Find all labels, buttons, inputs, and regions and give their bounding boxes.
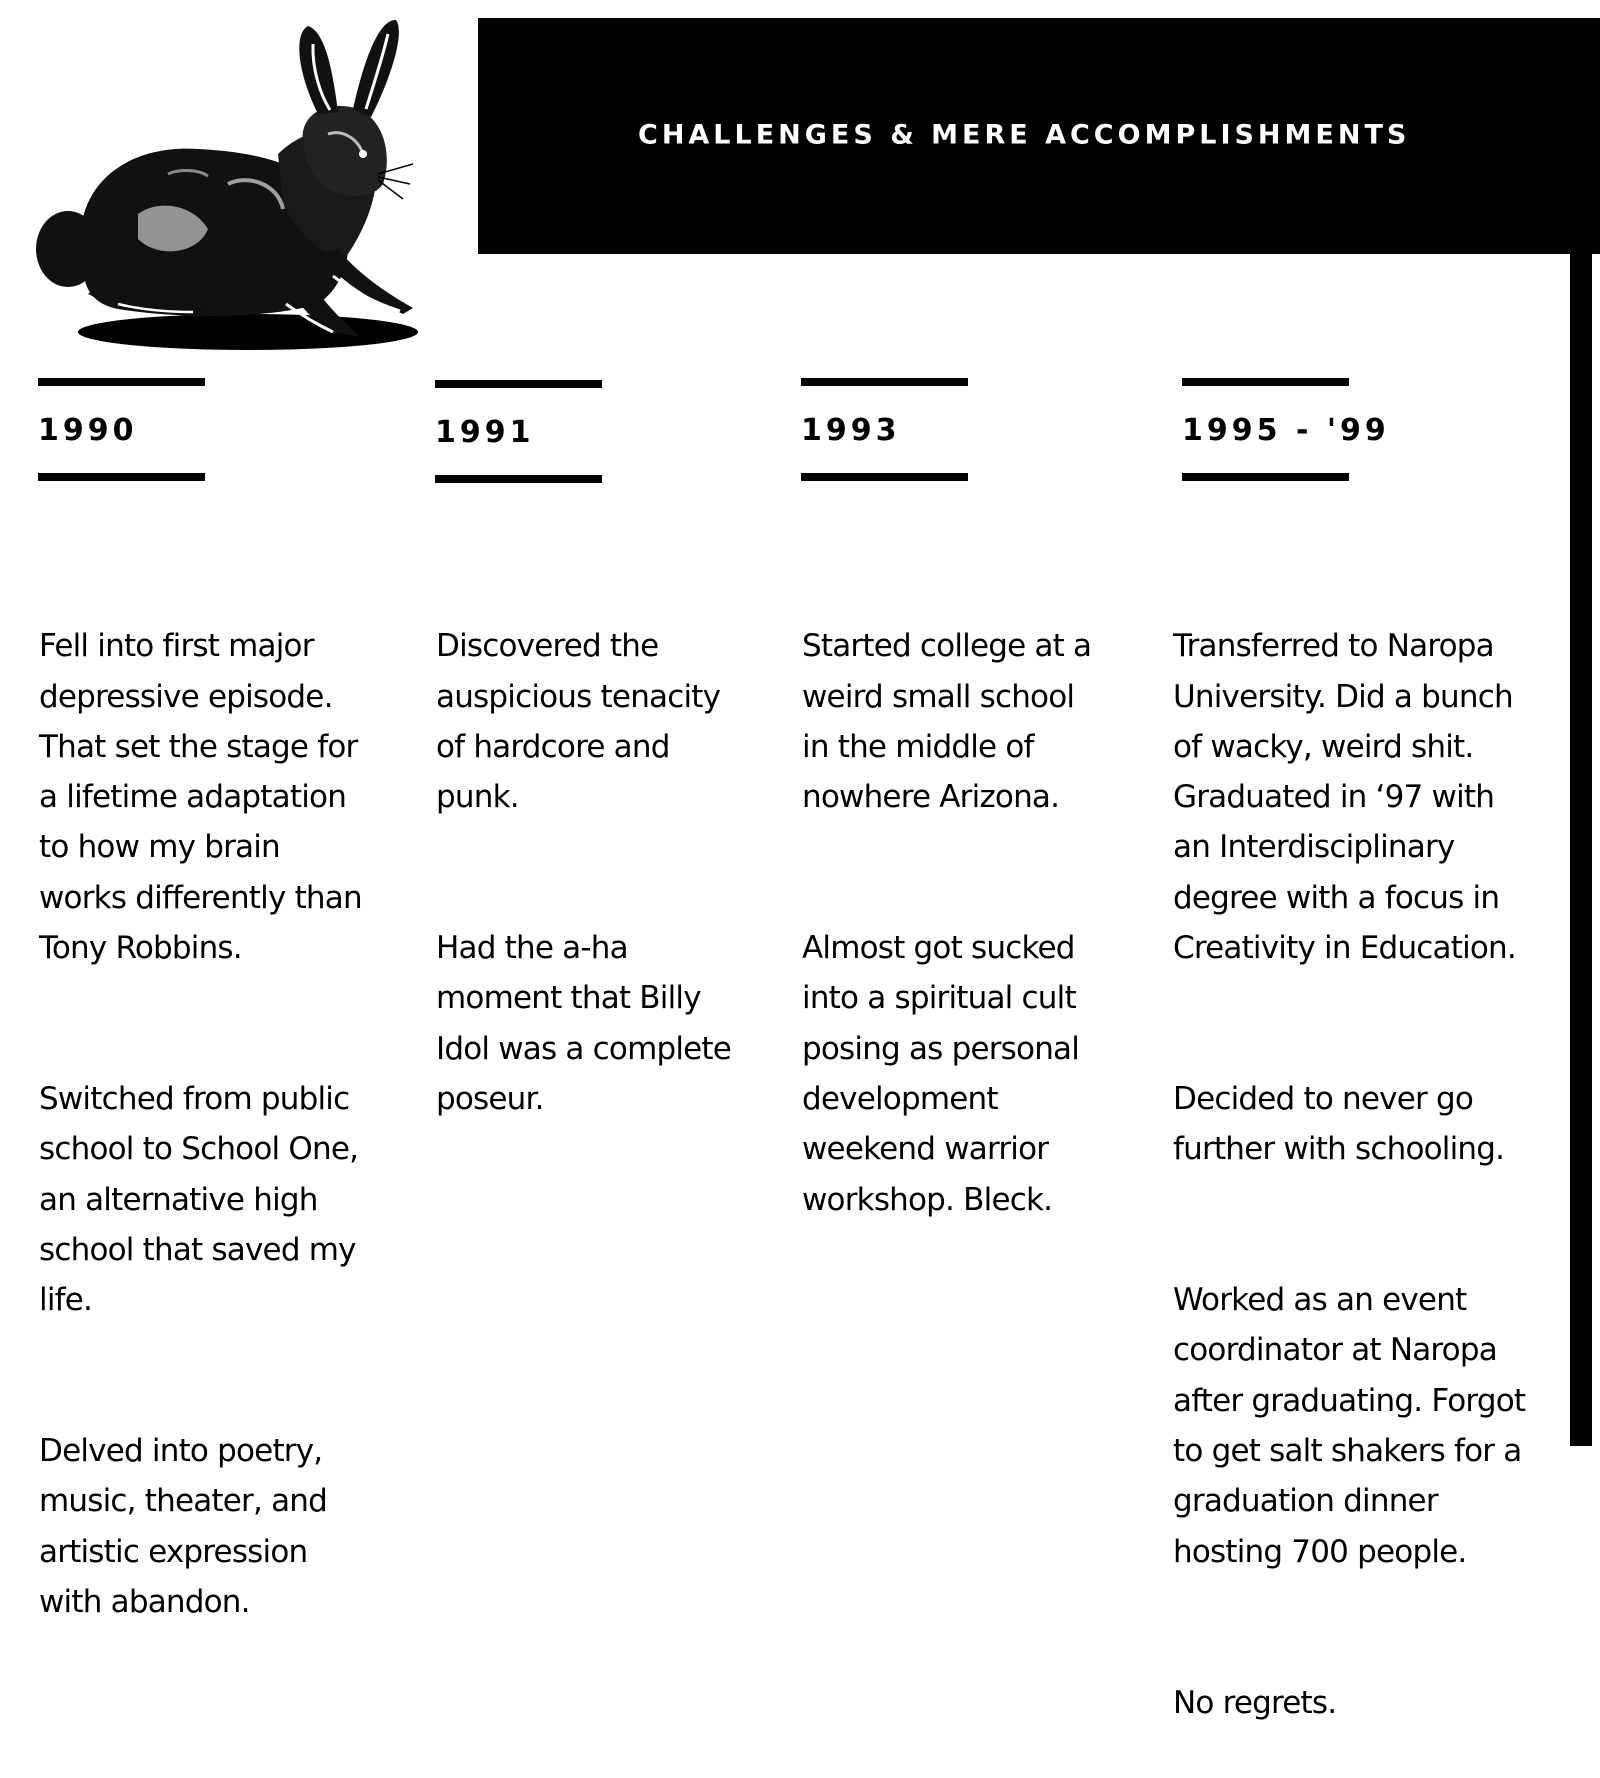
year-rule-bottom: [801, 473, 968, 481]
rabbit-illustration: [28, 14, 438, 364]
year-label: 1990: [38, 413, 138, 448]
year-label: 1991: [435, 415, 535, 450]
timeline-paragraph: Worked as an event coordinator at Naropa after graduating. Forgot to get salt shakers for a graduation dinner hosting 700 people.: [1173, 1282, 1526, 1570]
timeline-paragraph: Started college at a weird small school in the middle of nowhere Arizona.: [802, 628, 1092, 816]
timeline-column: [802, 571, 1142, 1275]
year-rule-top: [1182, 378, 1349, 386]
timeline-paragraph: Switched from public school to School One, an alternative high school that saved my life.: [39, 1080, 359, 1319]
year-rule-top: [38, 378, 205, 386]
timeline-paragraph: Almost got sucked into a spiritual cult posing as personal development weekend warrior workshop. Bleck.: [802, 930, 1080, 1218]
timeline-paragraph: Had the a-ha moment that Billy Idol was a complete poseur.: [436, 930, 732, 1117]
year-rule-bottom: [1182, 473, 1349, 481]
timeline-paragraph: Delved into poetry, music, theater, and artistic expression with abandon.: [39, 1433, 328, 1620]
timeline-column: [39, 571, 384, 1678]
page-title: CHALLENGES & MERE ACCOMPLISHMENTS: [638, 119, 1411, 151]
timeline-paragraph: Fell into first major depressive episode. That set the stage for a lifetime adaptation to how my brain works differently than Tony Robbins.: [39, 628, 362, 967]
timeline-column: [1173, 571, 1563, 1778]
year-rule-bottom: [38, 473, 205, 481]
year-rule-top: [801, 378, 968, 386]
year-label: 1993: [801, 413, 901, 448]
timeline-column: [436, 571, 766, 1175]
year-rule-bottom: [435, 475, 602, 483]
header-banner: [478, 18, 1600, 254]
timeline-paragraph: No regrets.: [1173, 1684, 1337, 1721]
timeline-paragraph: Discovered the auspicious tenacity of hardcore and punk.: [436, 628, 721, 816]
timeline-paragraph: Decided to never go further with schooling.: [1173, 1080, 1505, 1168]
right-border-bar: [1570, 254, 1592, 1446]
timeline-paragraph: Transferred to Naropa University. Did a bunch of wacky, weird shit. Graduated in ‘97 with an Interdisciplinary degree with a focus in Creativity in Education.: [1173, 628, 1516, 967]
year-rule-top: [435, 380, 602, 388]
year-label: 1995 - '99: [1182, 413, 1390, 448]
